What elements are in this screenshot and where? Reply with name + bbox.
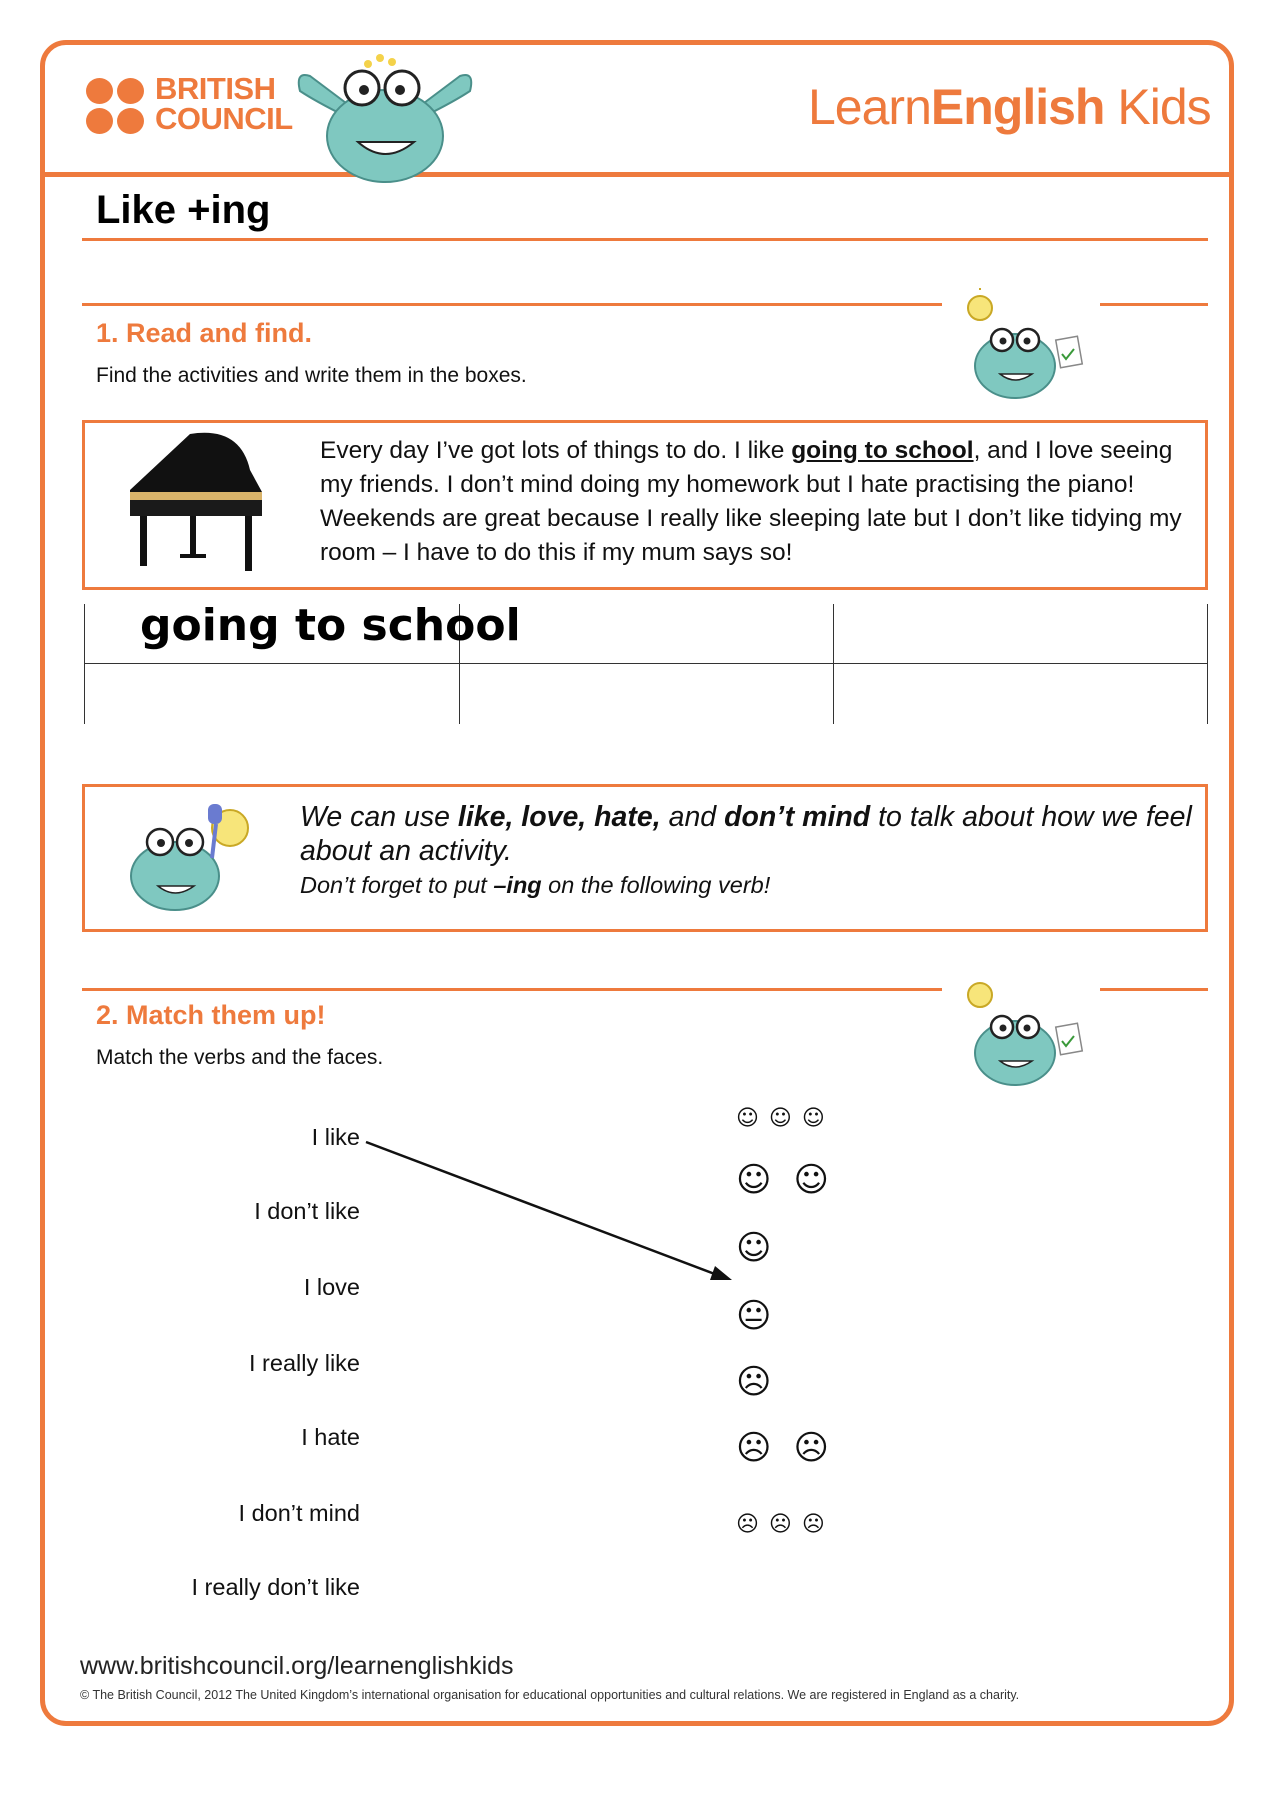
face-three-smiles-icon[interactable]: ☺☺☺ xyxy=(736,1106,835,1131)
answer-cell-3[interactable] xyxy=(835,606,1206,662)
answer-cell-5[interactable] xyxy=(461,665,832,723)
monster-idea-icon xyxy=(950,288,1090,403)
face-neutral-icon[interactable]: 😐 xyxy=(736,1296,794,1336)
footer-url[interactable]: www.britishcouncil.org/learnenglishkids xyxy=(80,1652,514,1680)
section1-rule-end xyxy=(1100,303,1208,306)
face-two-frowns-icon[interactable]: ☹☹ xyxy=(736,1428,851,1468)
table-row-divider xyxy=(84,663,1208,664)
grammar-tip-main: We can use like, love, hate, and don’t mind to talk about how we feel about an activity. xyxy=(300,801,1192,867)
face-two-smiles-icon[interactable]: ☺☺ xyxy=(736,1160,851,1200)
section2-title: 2. Match them up! xyxy=(96,1000,326,1030)
face-three-frowns-icon[interactable]: ☹☹☹ xyxy=(736,1512,835,1537)
table-divider-2 xyxy=(833,604,834,724)
face-one-frown-icon[interactable]: ☹ xyxy=(736,1362,794,1402)
table-border-right xyxy=(1207,604,1208,724)
british-council-wordmark: BRITISH COUNCIL xyxy=(155,71,293,136)
story-highlight: going to school xyxy=(791,437,974,464)
section1-instruction: Find the activities and write them in the boxes. xyxy=(96,364,527,387)
monster-magnifier-icon xyxy=(120,798,270,916)
verb-i-love[interactable]: I love xyxy=(303,1274,360,1300)
learnenglish-kids-logo: LearnEnglish Kids xyxy=(808,79,1211,135)
section2-rule xyxy=(82,988,942,991)
section1-rule xyxy=(82,303,942,306)
monster-mascot-icon xyxy=(290,46,480,186)
face-one-smile-icon[interactable]: ☺ xyxy=(736,1228,794,1268)
verb-i-really-dont-like[interactable]: I really don’t like xyxy=(191,1574,360,1600)
example-answer: going to school xyxy=(140,600,521,651)
verb-i-really-like[interactable]: I really like xyxy=(248,1350,360,1376)
answer-cell-4[interactable] xyxy=(86,665,458,723)
footer-copyright: © The British Council, 2012 The United Kingdom’s international organisation for educational opportunities and cultural relations. We are registered in England as a charity. xyxy=(80,1688,1020,1702)
section1-title: 1. Read and find. xyxy=(96,318,313,348)
title-divider xyxy=(82,238,1208,241)
header-divider xyxy=(40,172,1234,177)
grammar-tip-note: Don’t forget to put –ing on the following verb! xyxy=(300,872,771,898)
verb-i-dont-like[interactable]: I don’t like xyxy=(254,1198,360,1224)
verb-i-hate[interactable]: I hate xyxy=(301,1424,360,1450)
answer-cell-6[interactable] xyxy=(835,665,1206,723)
page-title: Like +ing xyxy=(96,188,271,232)
verb-i-like[interactable]: I like xyxy=(311,1124,360,1150)
table-border-left xyxy=(84,604,85,724)
british-council-logo-icon xyxy=(86,78,148,136)
section2-rule-end xyxy=(1100,988,1208,991)
story-text: Every day I’ve got lots of things to do. I like going to school, and I love seeing my friends. I don’t mind doing my homework but I hate practising the piano! Weekends are great because I really like sleeping late but I don’t like tidying my room – I have to do this if my mum says so! xyxy=(320,437,1182,566)
verb-i-dont-mind[interactable]: I don’t mind xyxy=(238,1500,360,1526)
section2-instruction: Match the verbs and the faces. xyxy=(96,1046,384,1069)
piano-icon xyxy=(120,430,280,575)
monster-idea-icon-2 xyxy=(950,975,1090,1090)
example-match-arrow xyxy=(360,1136,740,1286)
